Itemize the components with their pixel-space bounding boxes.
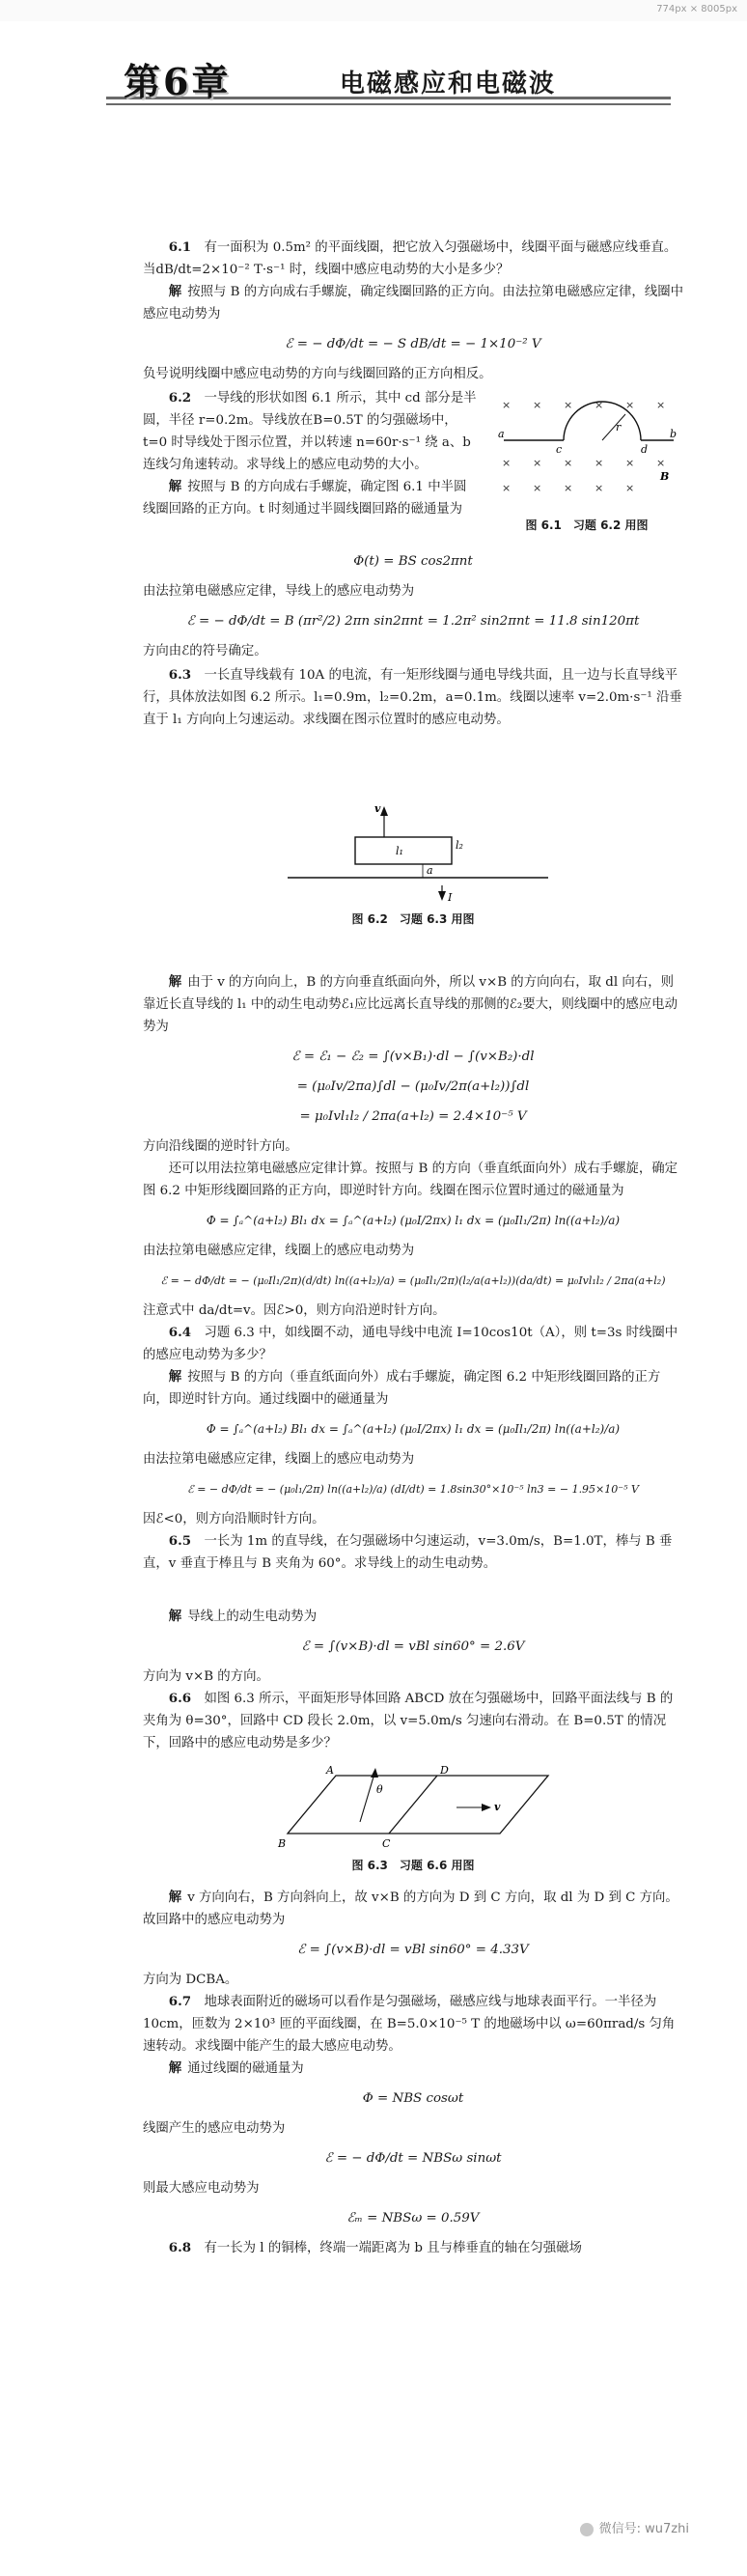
solution-text: 方向沿线圈的逆时针方向。 [143, 1139, 298, 1154]
svg-text:×: × [656, 399, 666, 411]
svg-text:×: × [625, 457, 635, 469]
problem-6-2: 6.2 一导线的形状如图 6.1 所示，其中 cd 部分是半圆，半径 r=0.2m。导线放在B=0.5T 的匀强磁场中，t=0 时导线处于图示位置，并以转速 n=60r·s⁻¹ 绕 a、b 连线匀角速转动。求导线上的感应电动势的大小。 [143, 390, 477, 472]
figure-6-1-diagram [490, 387, 683, 503]
label-C: C [382, 1837, 391, 1850]
equation: ℰ = ℰ₁ − ℰ₂ = ∫(v×B₁)·dl − ∫(v×B₂)·dl [291, 1050, 535, 1064]
wechat-icon [580, 2523, 594, 2536]
chapter-number: 第6章 [124, 60, 232, 103]
solution-6-7: 解 通过线圈的磁通量为 [168, 2060, 304, 2076]
equation: = μ₀Ivl₁l₂ / 2πa(a+l₂) = 2.4×10⁻⁵ V [299, 1109, 527, 1124]
solution-text: 由法拉第电磁感应定律，线圈上的感应电动势为 [143, 1244, 415, 1258]
equation: ℰ = − dΦ/dt = − S dB/dt = − 1×10⁻² V [285, 337, 541, 351]
solution-text: 由法拉第电磁感应定律，导线上的感应电动势为 [143, 584, 415, 599]
equation: ℰ = ∫(v×B)·dl = vBl sin60° = 2.6V [301, 1639, 525, 1654]
figure-caption: 图 6.1 习题 6.2 用图 [525, 518, 649, 532]
equation: ℰₘ = NBSω = 0.59V [346, 2211, 480, 2226]
svg-text:×: × [502, 482, 512, 494]
svg-text:×: × [502, 399, 512, 411]
equation: Φ = ∫ₐ^(a+l₂) Bl₁ dx = ∫ₐ^(a+l₂) (μ₀I/2πx) l₁ dx = (μ₀Il₁/2π) ln((a+l₂)/a) [206, 1422, 621, 1436]
equation: ℰ = − dΦ/dt = NBSω sinωt [324, 2151, 502, 2166]
equation: ℰ = − dΦ/dt = B (πr²/2) 2πn sin2πnt = 1.2π² sin2πnt = 11.8 sin120πt [186, 614, 640, 629]
label-c: c [556, 443, 563, 456]
svg-text:×: × [595, 457, 604, 469]
label-A: A [326, 1764, 334, 1777]
equation: ℰ = − dΦ/dt = − (μ₀Il₁/2π)(d/dt) ln((a+l₂)/a) = (μ₀Il₁/2π)(l₂/a(a+l₂))(da/dt) = μ₀Ivl₁l₂ / 2πa(a+l₂) [160, 1274, 666, 1287]
page-content [143, 237, 683, 2259]
figure-6-3 [143, 1764, 683, 1877]
solution-6-2: 解 按照与 B 的方向成右手螺旋，确定图 6.1 中半圆线圈回路的正方向。t 时刻通过半圆线圈回路的磁通量为 [143, 479, 467, 517]
problem-6-7: 6.7 地球表面附近的磁场可以看作是匀强磁场，磁感应线与地球表面平行。一半径为 10cm，匝数为 2×10³ 匝的平面线圈，在 B=5.0×10⁻⁵ T 的地磁场中以 ω=60πrad/s 匀角速转动。求线圈中能产生的最大感应电动势。 [143, 1994, 676, 2054]
equation: Φ = NBS cosωt [362, 2091, 464, 2106]
equation: Φ(t) = BS cos2πnt [353, 554, 473, 569]
solution-text: 方向为 DCBA。 [143, 1973, 238, 1987]
equation: = (μ₀Iv/2πa)∫dl − (μ₀Iv/2π(a+l₂))∫dl [296, 1079, 530, 1094]
label-v: v [374, 802, 381, 815]
figure-6-1 [490, 387, 683, 543]
svg-text:×: × [595, 482, 604, 494]
svg-text:×: × [625, 399, 635, 411]
svg-text:×: × [533, 482, 542, 494]
solution-text: 还可以用法拉第电磁感应定律计算。按照与 B 的方向（垂直纸面向外）成右手螺旋，确定图 6.2 中矩形线圈回路的正方向，即逆时针方向。线圈在图示位置时通过的磁通量为 [143, 1162, 678, 1198]
solution-6-3: 解 由于 v 的方向向上，B 的方向垂直纸面向外，所以 v×B 的方向向右，取 dl 向右，则靠近长直导线的 l₁ 中的动生电动势ℰ₁应比远离长直导线的那侧的ℰ₂要大，则线圈中的感应电动势为 [143, 974, 678, 1034]
solution-6-5: 解 导线上的动生电动势为 [168, 1609, 318, 1624]
label-v: v [494, 1801, 501, 1813]
solution-text: 注意式中 da/dt=v。因ℰ>0，则方向沿逆时针方向。 [143, 1303, 446, 1318]
label-theta: θ [376, 1783, 383, 1796]
solution-text: 负号说明线圈中感应电动势的方向与线圈回路的正方向相反。 [143, 367, 492, 381]
solution-6-6: 解 v 方向向右，B 方向斜向上，故 v×B 的方向为 D 到 C 方向，取 dl 为 D 到 C 方向。故回路中的感应电动势为 [143, 1890, 678, 1927]
label-B: B [660, 470, 670, 483]
problem-6-3: 6.3 一长直导线载有 10A 的电流，有一矩形线圈与通电导线共面，且一边与长直导线平行，具体放法如图 6.2 所示。l₁=0.9m，l₂=0.2m，a=0.1m。线圈以速率 v=2.0m·s⁻¹ 沿垂直于 l₁ 方向向上匀速运动。求线圈在图示位置时的感应电动势。 [143, 667, 682, 727]
equation: ℰ = ∫(v×B)·dl = vBl sin60° = 4.33V [297, 1943, 529, 1957]
solution-text: 因ℰ<0，则方向沿顺时针方向。 [143, 1512, 325, 1526]
figure-6-2 [143, 798, 683, 931]
wechat-watermark: 微信号: wu7zhi [580, 2518, 689, 2536]
label-B: B [278, 1837, 287, 1850]
label-l2: l₂ [456, 839, 463, 852]
label-r: r [616, 421, 622, 434]
label-d: d [641, 443, 649, 456]
label-a: a [498, 428, 505, 440]
svg-text:×: × [564, 457, 573, 469]
figure-6-2-diagram [268, 798, 558, 905]
svg-text:×: × [625, 482, 635, 494]
chapter-title: 电磁感应和电磁波 [340, 70, 557, 98]
solution-text: 方向由ℰ的符号确定。 [143, 644, 267, 658]
solution-6-1: 解 按照与 B 的方向成右手螺旋，确定线圈回路的正方向。由法拉第电磁感应定律，线圈中感应电动势为 [143, 284, 683, 322]
problem-6-4: 6.4 习题 6.3 中，如线圈不动，通电导线中电流 I=10cos10t（A），则 t=3s 时线圈中的感应电动势为多少？ [143, 1325, 678, 1362]
viewer-bar [0, 0, 747, 21]
solution-text: 则最大感应电动势为 [143, 2181, 260, 2196]
svg-text:×: × [656, 457, 666, 469]
label-I: I [448, 891, 453, 904]
problem-6-6: 6.6 如图 6.3 所示，平面矩形导体回路 ABCD 放在匀强磁场中，回路平面法线与 B 的夹角为 θ=30°，回路中 CD 段长 2.0m，以 v=5.0m/s 匀速向右滑动。在 B=0.5T 的情况下，回路中的感应电动势是多少？ [143, 1691, 674, 1750]
problem-6-8: 6.8 有一长为 l 的铜棒，终端一端距离为 b 且与棒垂直的轴在匀强磁场 [168, 2240, 582, 2255]
label-D: D [440, 1764, 449, 1777]
label-b: b [670, 428, 678, 440]
solution-text: 方向为 v×B 的方向。 [143, 1669, 269, 1684]
equation: Φ = ∫ₐ^(a+l₂) Bl₁ dx = ∫ₐ^(a+l₂) (μ₀I/2πx) l₁ dx = (μ₀Il₁/2π) ln((a+l₂)/a) [206, 1214, 621, 1227]
svg-text:×: × [533, 457, 542, 469]
svg-text:×: × [564, 482, 573, 494]
label-a: a [427, 864, 433, 877]
figure-6-3-diagram [268, 1764, 558, 1851]
equation: ℰ = − dΦ/dt = − (μ₀l₁/2π) ln((a+l₂)/a) (dI/dt) = 1.8sin30°×10⁻⁵ ln3 = − 1.95×10⁻⁵ V [187, 1483, 639, 1496]
figure-caption: 图 6.3 习题 6.6 用图 [351, 1859, 475, 1872]
solution-text: 线圈产生的感应电动势为 [143, 2121, 286, 2136]
svg-text:×: × [533, 399, 542, 411]
label-l1: l₁ [396, 845, 403, 857]
solution-6-4: 解 按照与 B 的方向（垂直纸面向外）成右手螺旋，确定图 6.2 中矩形线圈回路的正方向，即逆时针方向。通过线圈中的磁通量为 [143, 1369, 661, 1407]
problem-6-5: 6.5 一长为 1m 的直导线，在匀强磁场中匀速运动，v=3.0m/s，B=1.0T，棒与 B 垂直，v 垂直于棒且与 B 夹角为 60°。求导线上的动生电动势。 [143, 1533, 673, 1571]
svg-text:×: × [564, 399, 573, 411]
svg-text:×: × [595, 399, 604, 411]
figure-caption: 图 6.2 习题 6.3 用图 [351, 912, 475, 926]
image-dimensions: 774px × 8005px [656, 4, 737, 14]
svg-text:×: × [502, 457, 512, 469]
solution-text: 由法拉第电磁感应定律，线圈上的感应电动势为 [143, 1452, 415, 1467]
problem-6-1: 6.1 有一面积为 0.5m² 的平面线圈，把它放入匀强磁场中，线圈平面与磁感应线垂直。当dB/dt=2×10⁻² T·s⁻¹ 时，线圈中感应电动势的大小是多少？ [143, 239, 678, 277]
